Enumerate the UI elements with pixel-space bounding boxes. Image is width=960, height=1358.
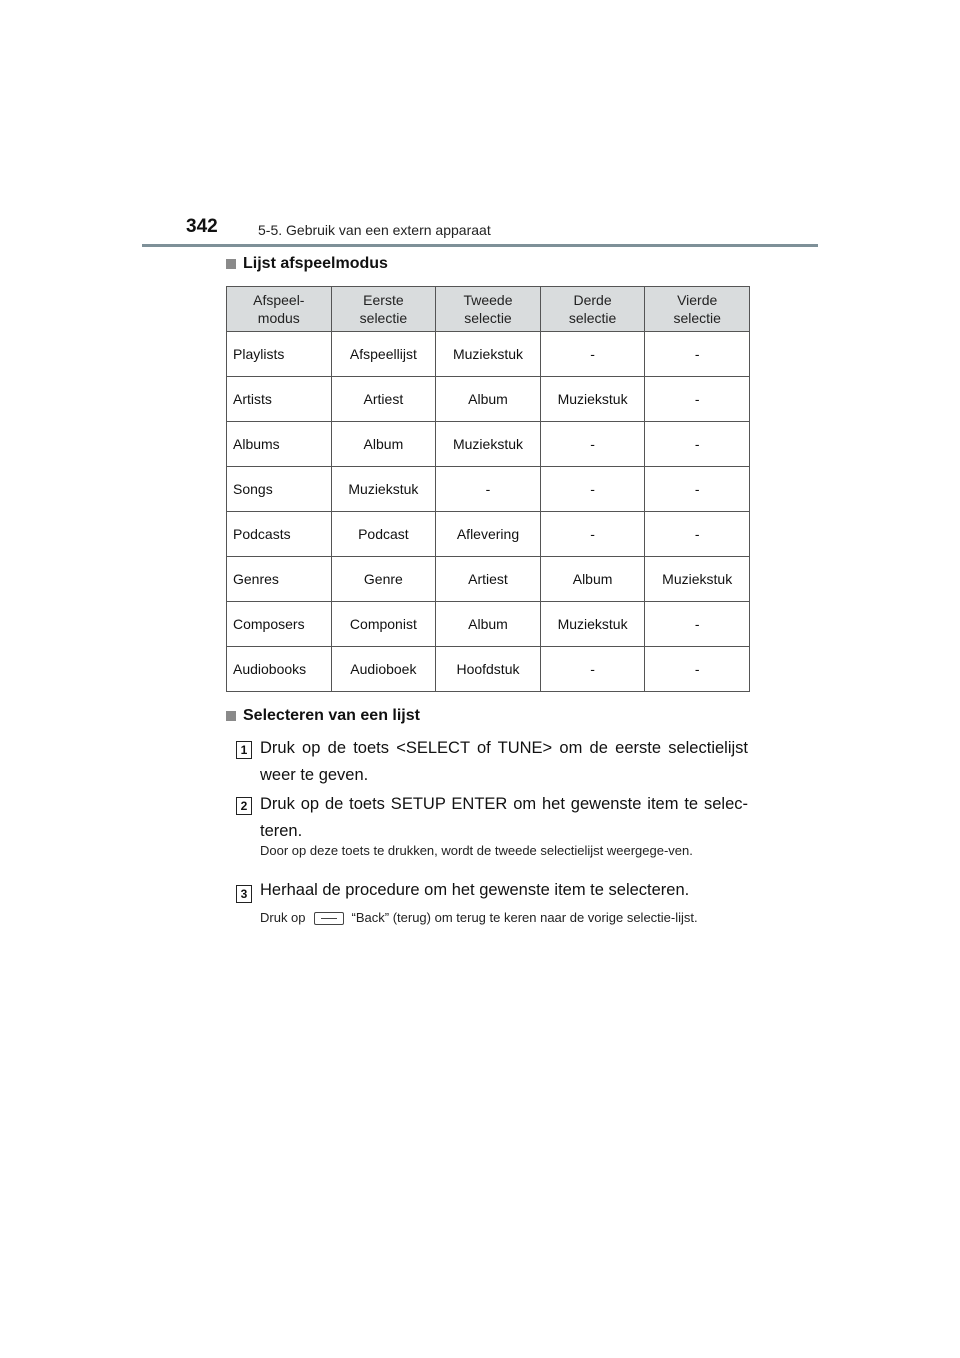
step-3 [236, 877, 748, 904]
square-bullet-icon [226, 259, 236, 269]
back-button-icon [314, 912, 344, 925]
table-cell: Songs [227, 467, 332, 512]
column-header: Derde selectie [540, 287, 645, 332]
table-cell: - [540, 332, 645, 377]
heading-playlist-modes [226, 255, 388, 273]
table-row [227, 647, 750, 692]
table-row [227, 512, 750, 557]
table-cell: - [540, 512, 645, 557]
column-header: Afspeel- modus [227, 287, 332, 332]
note-text-after: “Back” (terug) om terug te keren naar de vorige selectie-lijst. [351, 910, 698, 925]
table-row [227, 377, 750, 422]
table-row [227, 467, 750, 512]
step-2-note: Door op deze toets te drukken, wordt de tweede selectielijst weergege-ven. [260, 843, 693, 858]
table-cell: Componist [331, 602, 436, 647]
table-cell: Muziekstuk [645, 557, 750, 602]
table-cell: Aflevering [436, 512, 541, 557]
table-cell: Muziekstuk [331, 467, 436, 512]
note-text-before: Druk op [260, 910, 306, 925]
table-cell: Playlists [227, 332, 332, 377]
table-cell: Audiobooks [227, 647, 332, 692]
step-text: Druk op de toets SETUP ENTER om het gewenste item te selec-teren. [260, 795, 748, 840]
table-cell: - [645, 467, 750, 512]
table-cell: Audioboek [331, 647, 436, 692]
header-rule [142, 244, 818, 247]
table-cell: Artiest [331, 377, 436, 422]
table-header-row [227, 287, 750, 332]
table-cell: Album [540, 557, 645, 602]
table-cell: - [645, 647, 750, 692]
step-2 [236, 791, 748, 845]
table-cell: Album [436, 602, 541, 647]
table-row [227, 422, 750, 467]
step-text: Druk op de toets <SELECT of TUNE> om de eerste selectielijst weer te geven. [260, 739, 748, 784]
table-row [227, 557, 750, 602]
square-bullet-icon [226, 711, 236, 721]
table-row [227, 602, 750, 647]
step-3-note [260, 910, 746, 926]
table-cell: Muziekstuk [436, 332, 541, 377]
page-number: 342 [186, 216, 218, 237]
table-cell: Genres [227, 557, 332, 602]
step-number-1: 1 [236, 741, 252, 759]
table-cell: Afspeellijst [331, 332, 436, 377]
table-cell: Podcast [331, 512, 436, 557]
heading-select-list [226, 707, 420, 725]
table-cell: - [645, 512, 750, 557]
table-cell: - [540, 647, 645, 692]
table-cell: - [645, 332, 750, 377]
step-1 [236, 735, 748, 789]
table-cell: - [540, 467, 645, 512]
table-cell: - [645, 602, 750, 647]
section-title: 5-5. Gebruik van een extern apparaat [258, 222, 491, 238]
table-cell: Album [436, 377, 541, 422]
column-header: Vierde selectie [645, 287, 750, 332]
table-cell: Artiest [436, 557, 541, 602]
table-cell: Genre [331, 557, 436, 602]
table-row [227, 332, 750, 377]
heading-text: Selecteren van een lijst [243, 707, 420, 724]
table-cell: Muziekstuk [436, 422, 541, 467]
table-cell: Artists [227, 377, 332, 422]
heading-text: Lijst afspeelmodus [243, 255, 388, 272]
table-cell: - [436, 467, 541, 512]
step-number-3: 3 [236, 885, 252, 903]
table-cell: Muziekstuk [540, 377, 645, 422]
table-cell: - [540, 422, 645, 467]
table-cell: - [645, 377, 750, 422]
step-number-2: 2 [236, 797, 252, 815]
table-cell: Muziekstuk [540, 602, 645, 647]
step-text: Herhaal de procedure om het gewenste item te selecteren. [260, 881, 690, 899]
column-header: Eerste selectie [331, 287, 436, 332]
table-cell: Albums [227, 422, 332, 467]
column-header: Tweede selectie [436, 287, 541, 332]
playback-mode-table [226, 286, 750, 692]
table-cell: Composers [227, 602, 332, 647]
table-cell: - [645, 422, 750, 467]
table-cell: Album [331, 422, 436, 467]
table-cell: Hoofdstuk [436, 647, 541, 692]
table-cell: Podcasts [227, 512, 332, 557]
